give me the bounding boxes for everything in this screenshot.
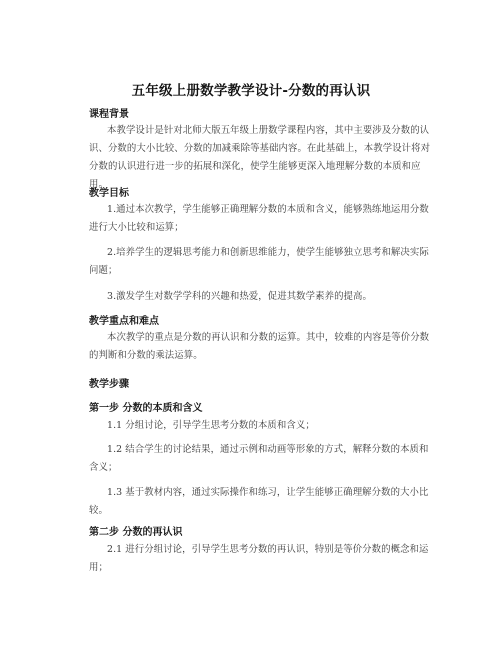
background-paragraph: 本教学设计是针对北师大版五年级上册数学课程内容，其中主要涉及分数的认识、分数的大小比较、分数的加减乘除等基础内容。在此基础上，本教学设计将对分数的认识进行进一步的拓展和深化，使学生能够更深入地理解分数的本质和应用。 — [89, 125, 431, 190]
section-heading-background: 课程背景 — [89, 109, 129, 120]
goal-item-2: 2.培养学生的逻辑思考能力和创新思维能力，使学生能够独立思考和解决实际问题； — [89, 247, 429, 276]
step1-item-1: 1.1 分组讨论，引导学生思考分数的本质和含义； — [107, 420, 315, 431]
section-heading-goals: 教学目标 — [89, 188, 129, 199]
step1-item-3: 1.3 基于教材内容，通过实际操作和练习，让学生能够正确理解分数的大小比较。 — [89, 487, 429, 516]
step1-item-2: 1.2 结合学生的讨论结果，通过示例和动画等形象的方式，解释分数的本质和含义； — [89, 444, 429, 473]
document-title: 五年级上册数学教学设计-分数的再认识 — [131, 83, 371, 99]
step2-heading: 第二步 分数的再认识 — [89, 527, 183, 538]
step1-heading: 第一步 分数的本质和含义 — [89, 403, 203, 414]
section-heading-keypoints: 教学重点和难点 — [89, 316, 159, 327]
keypoints-paragraph: 本次教学的重点是分数的再认识和分数的运算。其中，较难的内容是等价分数的判断和分数的乘法运算。 — [89, 332, 430, 361]
step2-item-1: 2.1 进行分组讨论，引导学生思考分数的再认识，特别是等价分数的概念和运用； — [89, 544, 429, 573]
section-heading-steps: 教学步骤 — [89, 379, 129, 390]
goal-item-3: 3.激发学生对数学学科的兴趣和热爱，促进其数学素养的提高。 — [107, 291, 372, 302]
goal-item-1: 1.通过本次教学，学生能够正确理解分数的本质和含义，能够熟练地运用分数进行大小比较和运算； — [89, 204, 429, 233]
